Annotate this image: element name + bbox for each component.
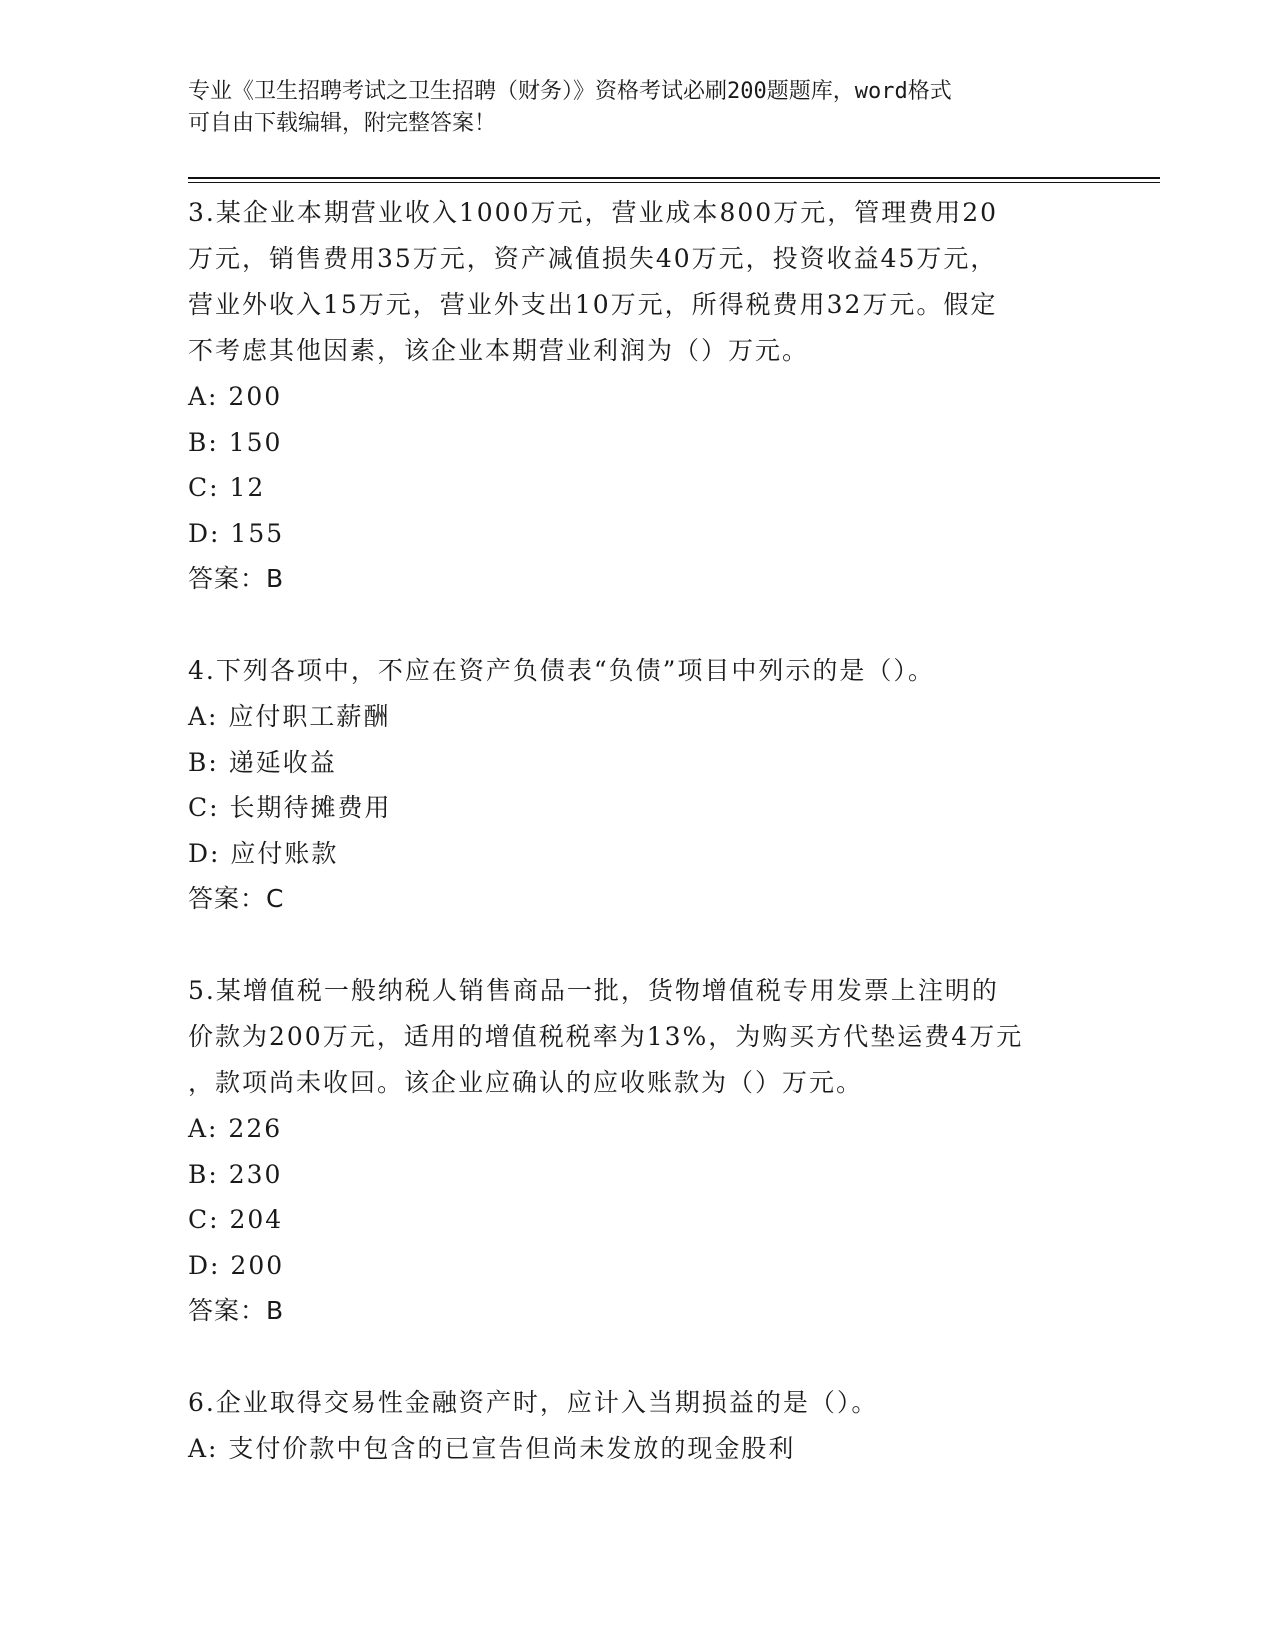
question-6-option-a: A: 支付价款中包含的已宣告但尚未发放的现金股利 <box>188 1434 796 1463</box>
question-5-line-1: 5.某增值税一般纳税人销售商品一批，货物增值税专用发票上注明的 <box>188 976 999 1005</box>
question-6-line-1: 6.企业取得交易性金融资产时，应计入当期损益的是（）。 <box>188 1388 879 1417</box>
question-4-option-b: B: 递延收益 <box>188 747 337 777</box>
question-3-option-d: D: 155 <box>188 518 285 548</box>
question-4-option-a: A: 应付职工薪酬 <box>188 702 391 731</box>
question-5-option-a: A: 226 <box>188 1114 283 1143</box>
question-3 <box>188 190 1178 602</box>
document-header <box>188 76 1088 140</box>
header-rule-thick <box>188 177 1160 179</box>
question-6 <box>188 1380 1178 1472</box>
question-5-option-c: C: 204 <box>188 1205 284 1234</box>
question-5-option-b: B: 230 <box>188 1159 283 1189</box>
question-4-line-1: 4.下列各项中，不应在资产负债表“负债”项目中列示的是（）。 <box>188 656 935 685</box>
question-3-line-2: 万元，销售费用35万元，资产减值损失40万元，投资收益45万元， <box>188 244 998 273</box>
question-list <box>188 190 1178 1472</box>
question-4-answer: 答案：C <box>188 884 285 913</box>
question-3-option-a: A: 200 <box>188 382 283 411</box>
header-rule-thin <box>188 182 1160 183</box>
header-line-1: 专业《卫生招聘考试之卫生招聘（财务）》资格考试必刷200题题库，word格式 <box>188 79 952 104</box>
question-3-line-3: 营业外收入15万元，营业外支出10万元，所得税费用32万元。假定 <box>188 290 998 319</box>
question-4 <box>188 648 1178 922</box>
question-3-line-1: 3.某企业本期营业收入1000万元，营业成本800万元，管理费用20 <box>188 198 999 227</box>
spacer <box>188 602 1178 648</box>
question-4-option-c: C: 长期待摊费用 <box>188 793 392 822</box>
question-5 <box>188 968 1178 1334</box>
question-5-line-3: ，款项尚未收回。该企业应确认的应收账款为（）万元。 <box>188 1068 864 1097</box>
question-3-answer: 答案：B <box>188 564 285 593</box>
question-5-option-d: D: 200 <box>188 1250 285 1280</box>
spacer <box>188 1334 1178 1380</box>
question-3-line-4: 不考虑其他因素，该企业本期营业利润为（）万元。 <box>188 336 810 365</box>
spacer <box>188 922 1178 968</box>
header-line-2: 可自由下载编辑，附完整答案！ <box>188 111 497 136</box>
question-4-option-d: D: 应付账款 <box>188 838 339 868</box>
question-5-answer: 答案：B <box>188 1296 285 1325</box>
question-3-option-b: B: 150 <box>188 427 283 457</box>
question-5-line-2: 价款为200万元，适用的增值税税率为13%，为购买方代垫运费4万元 <box>188 1022 1024 1051</box>
question-3-option-c: C: 12 <box>188 473 266 502</box>
